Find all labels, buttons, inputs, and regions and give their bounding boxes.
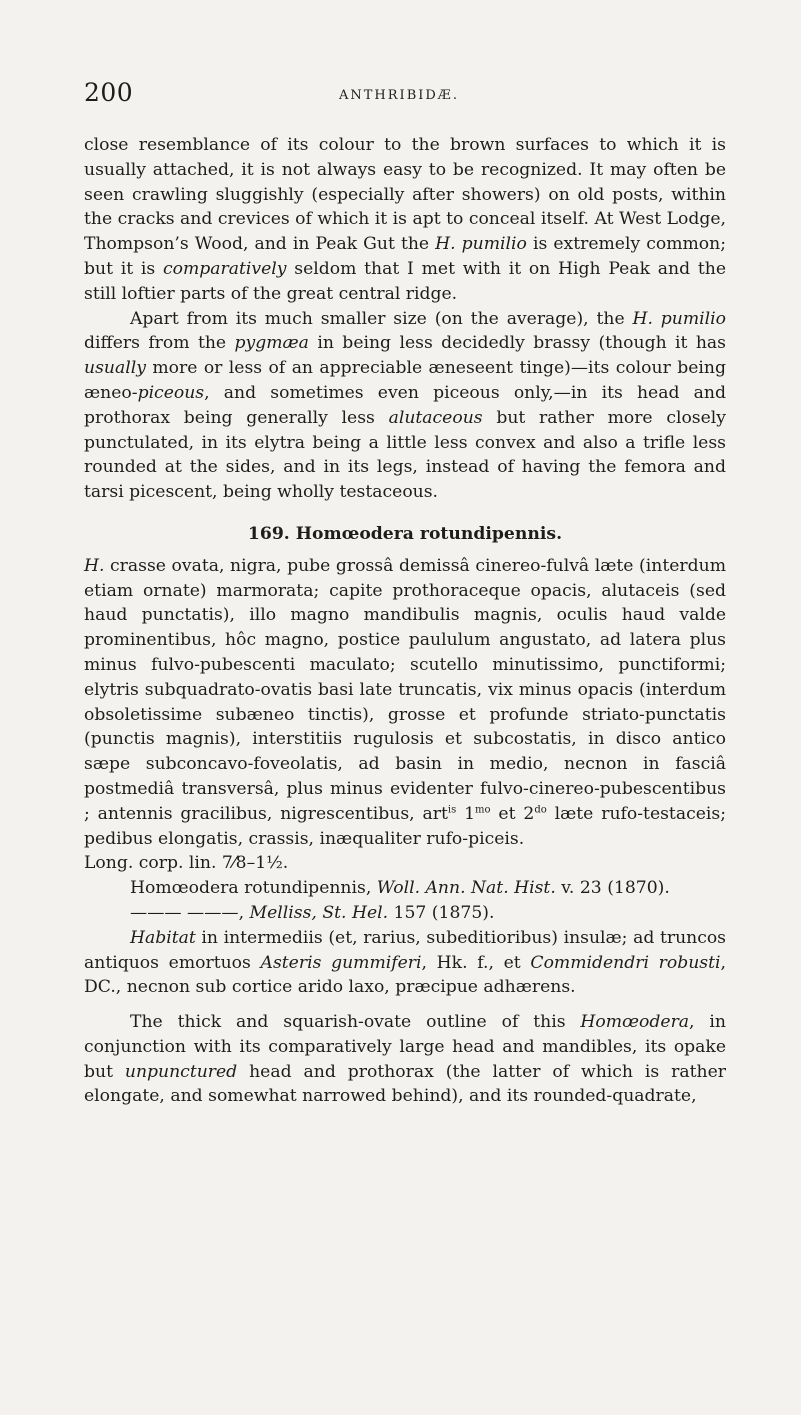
text-run: ——— ———,: [130, 902, 250, 923]
body-length: [84, 851, 726, 876]
running-title: ANTHRIBIDÆ.: [339, 88, 459, 103]
paragraph-continued: [84, 133, 726, 307]
emphasis: comparatively: [163, 258, 287, 279]
running-head: [84, 78, 724, 112]
text-run: The thick and squarish-ovate outline of this: [130, 1012, 581, 1033]
text-run: close resemblance of its colour to the brown surfaces to which it is usually attached, it is not always easy to be recognized. It may often be seen crawling sluggishly (especially after showers) on old posts, within the cracks and crevices of which it is apt to conceal itself. At West Lodge, Thompson’s Wood, and in Peak Gut the: [84, 135, 726, 255]
emphasis: usually: [84, 358, 146, 379]
length-label: Long. corp. lin.: [84, 853, 222, 874]
paragraph-closing: [84, 1010, 726, 1109]
citation-source: Woll. Ann. Nat. Hist.: [376, 878, 556, 899]
text-run: læte rufo-testaceis; pedibus elongatis, crassis, inæqualiter rufo-piceis.: [84, 803, 726, 849]
text-run: et 2: [490, 803, 535, 824]
spacer: [84, 1000, 726, 1010]
text-run: , in conjunction with its comparatively large head and mandibles, its opake but: [84, 1012, 726, 1082]
species-heading: 169. Homœodera rotundipennis.: [247, 523, 563, 544]
species-name: H. pumilio: [435, 234, 527, 255]
superscript: is: [447, 803, 457, 815]
text-run: , Hk. f., et: [421, 952, 531, 973]
body-text: [84, 133, 726, 1109]
emphasis: alutaceous: [388, 407, 483, 428]
text-run: Apart from its much smaller size (on the average), the: [130, 308, 633, 329]
text-run: in being less decidedly brassy (though it has: [308, 333, 726, 354]
text-run: , DC., necnon sub cortice arido laxo, præcipue adhærens.: [84, 952, 727, 998]
text-run: seldom that I met with it on High Peak and the still loftier parts of the great central ridge.: [84, 258, 726, 304]
text-run: 157 (1875).: [388, 902, 495, 923]
length-value: 7⁄8–1½.: [221, 853, 289, 874]
text-run: but rather more closely punctulated, in its elytra being a little less convex and also a trifle less rounded at the sides, and in its legs, instead of having the femora and tarsi picescent, being wholly testaceous.: [84, 407, 726, 503]
text-run: differs from the: [84, 333, 235, 354]
page-number: 200: [84, 78, 134, 107]
text-run: in intermediis (et, rarius, subeditioribus) insulæ; ad truncos antiquos emortuos: [84, 927, 726, 973]
species-name: Asteris gummiferi: [260, 952, 422, 973]
species-name: pygmæa: [234, 333, 309, 354]
reference-2: [84, 901, 726, 926]
text-run: , and sometimes even piceous only,—in its head and prothorax being generally less: [84, 382, 726, 428]
genus-abbrev: H.: [84, 555, 105, 576]
text-run: 1: [456, 803, 476, 824]
habitat: [84, 926, 726, 1000]
superscript: do: [534, 803, 547, 815]
species-name: H. pumilio: [632, 308, 726, 329]
genus-name: Homœodera: [580, 1012, 690, 1033]
text-run: v. 23 (1870).: [555, 878, 670, 899]
text-run: Homœodera rotundipennis,: [130, 878, 377, 899]
superscript: mo: [475, 803, 491, 815]
species-name: Commidendri robusti: [530, 952, 721, 973]
text-run: is extremely common; but it is: [84, 234, 727, 279]
latin-description: [84, 554, 726, 852]
habitat-label: Habitat: [130, 927, 196, 948]
reference-1: [84, 876, 726, 901]
citation-source: Melliss, St. Hel.: [249, 902, 389, 923]
paragraph-comparison: [84, 307, 726, 505]
text-run: crasse ovata, nigra, pube grossâ demissâ cinereo-fulvâ læte (interdum etiam ornate) marmorata; capite prothoraceque opacis, alutaceis (sed haud punctatis), illo magno mandibulis magnis, oculis haud valde prominentibus, hôc magno, postice paululum angustato, ad latera plus minus fulvo-pubescenti maculato; scutello minutissimo, punctiformi; elytris subquadrato-ovatis basi late truncatis, vix minus opacis (interdum obsoletissime subæneo tinctis), grosse et profunde striato-punctatis (punctis magnis), interstitiis rugulosis et subcostatis, in disco antico sæpe subconcavo-foveolatis, ad basin in medio, necnon in fasciâ postmediâ transversâ, plus minus evidenter fulvo-cinereo-pubescentibus ; antennis gracilibus, nigrescentibus, art: [84, 555, 726, 824]
text-run: more or less of an appreciable æneseent tinge)—its colour being æneo-: [84, 358, 726, 403]
emphasis: piceous: [137, 382, 205, 403]
text-run: head and prothorax (the latter of which is rather elongate, and somewhat narrowed behind), and its rounded-quadrate,: [84, 1061, 726, 1107]
emphasis: unpunctured: [124, 1061, 238, 1082]
